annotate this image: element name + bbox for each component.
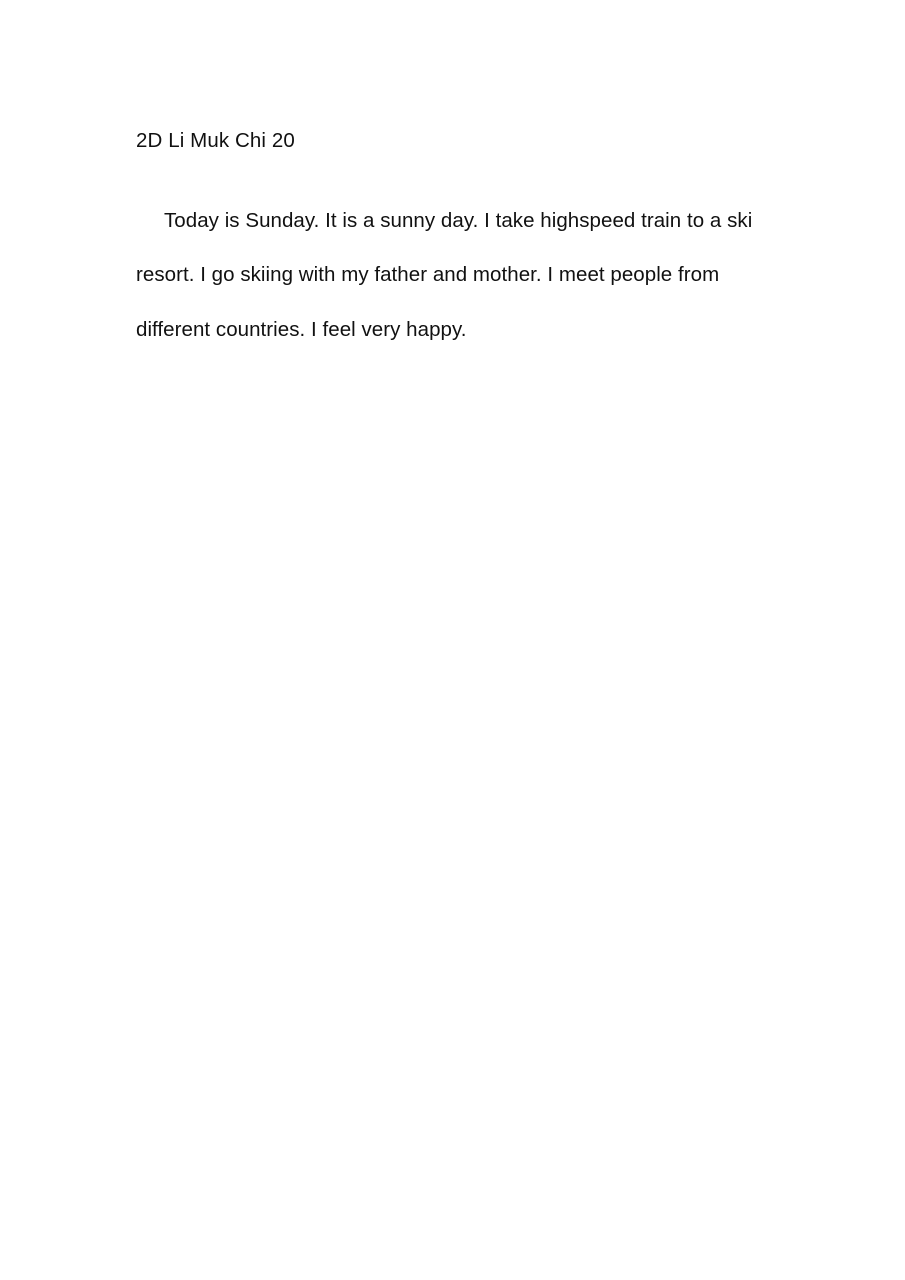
heading-paragraph-spacer [136, 154, 776, 194]
student-heading: 2D Li Muk Chi 20 [136, 129, 295, 152]
essay-paragraph: Today is Sunday. It is a sunny day. I take highspeed train to a ski resort. I go skiing with my father and mother. I meet people from different countries. I feel very happy. [136, 208, 753, 341]
document-body [136, 128, 776, 357]
